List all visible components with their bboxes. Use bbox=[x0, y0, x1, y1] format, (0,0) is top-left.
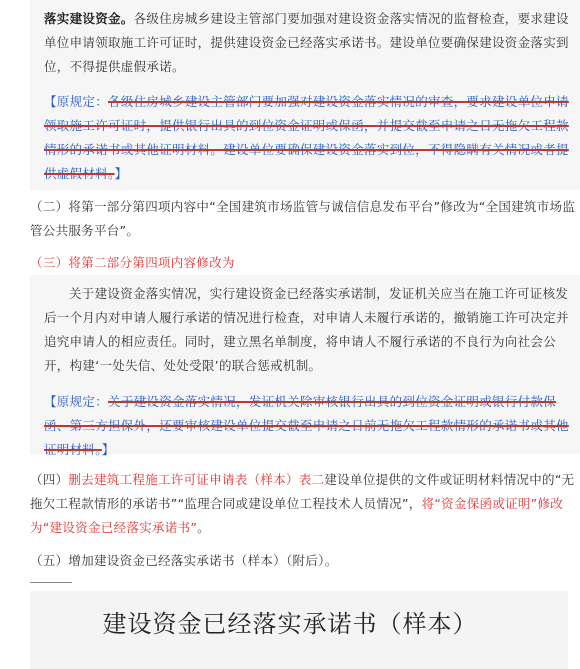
item-4-end: 。 bbox=[197, 520, 210, 535]
item-4-red-a: 删去建筑工程施工许可证申请表（样本）表二 bbox=[68, 472, 325, 487]
item-4-prefix: （四） bbox=[30, 472, 69, 487]
divider bbox=[30, 582, 72, 583]
item-4-mid: 建设单位提供的文件或证明材料情况中的“无拖欠工程款情形的承诺书”“监理合同或建设单位工程技术人员情况”， bbox=[30, 472, 575, 511]
original-rule-2 bbox=[44, 390, 572, 462]
item-3-body: 关于建设资金落实情况，实行建设资金已经落实承诺制，发证机关应当在施工许可证核发后一个月内对申请人履行承诺的情况进行检查，对申请人未履行承诺的，撤销施工许可决定并追究申请人的相应责任。同时，建立黑名单制度，将申请人不履行承诺的不良行为向社会公开，构建‘一处失信、处处受限’的联合惩戒机制。 bbox=[44, 286, 569, 373]
original-rule-2-label: 【原规定： bbox=[44, 394, 109, 409]
item-3-heading: （三）将第二部分第四项内容修改为 bbox=[30, 255, 235, 270]
original-rule-2-close: 】 bbox=[101, 442, 115, 457]
original-rule-1-label: 【原规定： bbox=[44, 94, 109, 109]
item-4-red-b: 将“资金保函或证明”修改为“建设资金已经落实承诺书” bbox=[30, 496, 564, 535]
original-rule-1 bbox=[44, 90, 572, 186]
item-2: （二）将第一部分第四项内容中“全国建筑市场监管与诚信信息发布平台”修改为“全国建筑市场监管公共服务平台”。 bbox=[30, 199, 576, 238]
section-b-tail bbox=[44, 7, 572, 79]
item-4 bbox=[30, 468, 578, 540]
original-rule-1-struck: 各级住房城乡建设主管部门要加强对建设资金落实情况的审查，要求建设单位申请领取施工许可证时，提供银行出具的到位资金证明或保函，并提交截至申请之日无拖欠工程款情形的承诺书或其他证明材料。建设单位要确保建设资金落实到位，不得隐瞒有关情况或者提供虚假材料。 bbox=[44, 94, 569, 181]
attachment-title: 建设资金已经落实承诺书（样本） bbox=[102, 610, 478, 638]
original-rule-2-struck: 关于建设资金落实情况，发证机关除审核银行出具的到位资金证明或银行付款保函、第三方担保外，还要审核建设单位提交截至申请之日前无拖欠工程款情形的承诺书或其他证明材料。 bbox=[44, 394, 569, 457]
section-b-text: 各级住房城乡建设主管部门要加强对建设资金落实情况的监督检查，要求建设单位申请领取施工许可证时，提供建设资金已经落实承诺书。建设单位要确保建设资金落实到位，不得提供虚假承诺。 bbox=[44, 11, 569, 74]
item-5: （五）增加建设资金已经落实承诺书（样本）（附后）。 bbox=[30, 553, 338, 568]
section-b-lead: 落实建设资金。 bbox=[44, 11, 134, 26]
original-rule-1-close: 】 bbox=[114, 166, 128, 181]
